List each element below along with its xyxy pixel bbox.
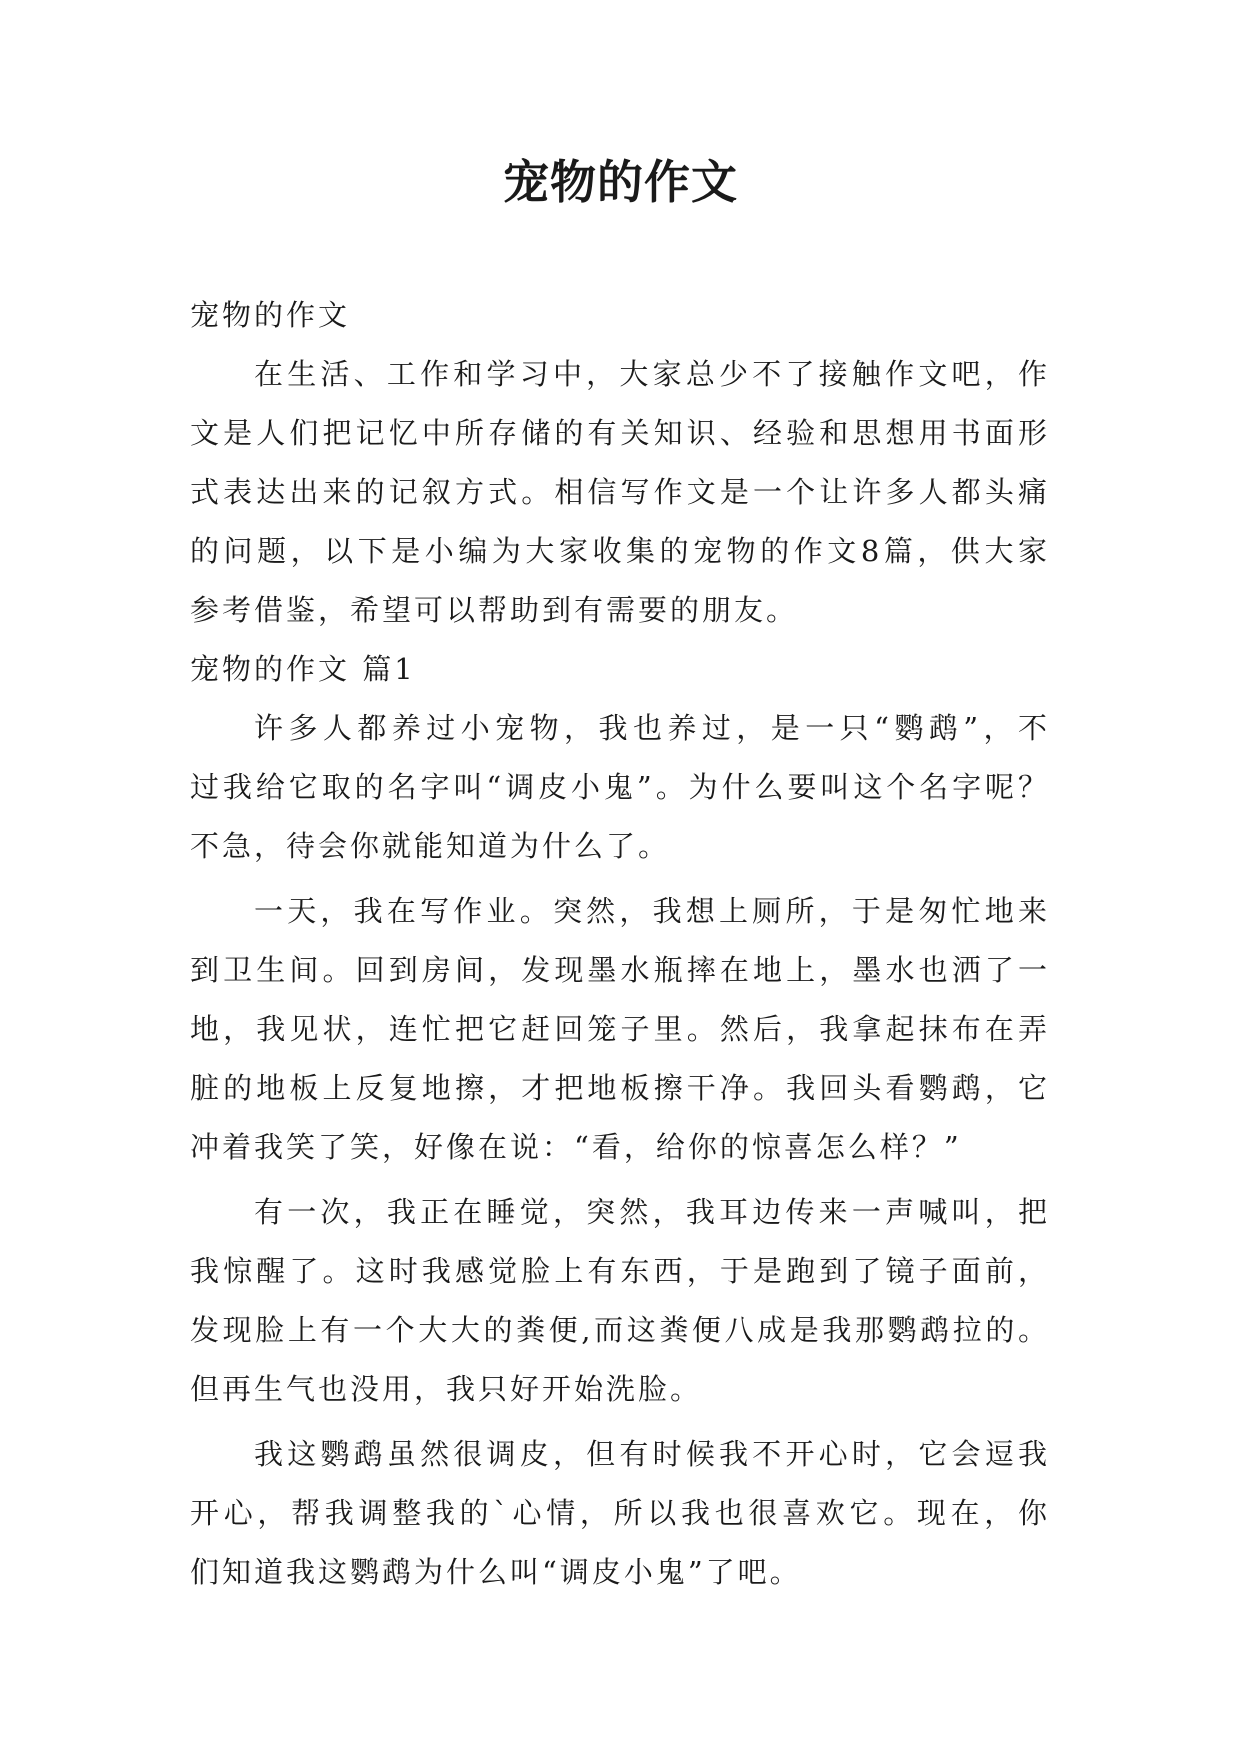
document-body: [190, 286, 1050, 1602]
paragraph-line: 们知道我这鹦鹉为什么叫“调皮小鬼”了吧。: [190, 1555, 802, 1589]
intro-line: 在生活、工作和学习中，大家总少不了接触作文吧，作: [254, 357, 1050, 391]
document-title: 宠物的作文: [503, 155, 738, 209]
paragraph: [190, 1183, 1050, 1419]
paragraph-line: 到卫生间。回到房间，发现墨水瓶摔在地上，墨水也洒了一: [190, 953, 1050, 987]
intro-line: 文是人们把记忆中所存储的有关知识、经验和思想用书面形: [190, 416, 1050, 450]
intro-line: 参考借鉴，希望可以帮助到有需要的朋友。: [190, 593, 799, 627]
intro-paragraph: [190, 345, 1050, 640]
paragraph-line: 开心，帮我调整我的`心情，所以我也很喜欢它。现在，你: [190, 1496, 1050, 1530]
paragraph-line: 一天，我在写作业。突然，我想上厕所，于是匆忙地来: [254, 894, 1050, 928]
paragraph-line: 有一次，我正在睡觉，突然，我耳边传来一声喊叫，把: [254, 1195, 1050, 1229]
paragraph-line: 我惊醒了。这时我感觉脸上有东西，于是跑到了镜子面前，: [190, 1254, 1050, 1288]
paragraph: [190, 882, 1050, 1177]
intro-line: 式表达出来的记叙方式。相信写作文是一个让许多人都头痛: [190, 475, 1050, 509]
section-heading: 宠物的作文 篇1: [190, 652, 416, 686]
paragraph: [190, 1425, 1050, 1602]
document-subtitle: 宠物的作文: [190, 298, 351, 332]
paragraph-line: 地，我见状，连忙把它赶回笼子里。然后，我拿起抹布在弄: [190, 1012, 1050, 1046]
paragraph-line: 发现脸上有一个大大的粪便,而这粪便八成是我那鹦鹉拉的。: [190, 1313, 1050, 1347]
intro-line: 的问题，以下是小编为大家收集的宠物的作文8篇，供大家: [190, 534, 1050, 568]
paragraph-line: 脏的地板上反复地擦，才把地板擦干净。我回头看鹦鹉，它: [190, 1071, 1050, 1105]
paragraph: [190, 699, 1050, 876]
paragraph-line: 不急，待会你就能知道为什么了。: [190, 829, 671, 863]
paragraph-line: 冲着我笑了笑，好像在说：“看，给你的惊喜怎么样？”: [190, 1130, 962, 1164]
paragraph-line: 过我给它取的名字叫“调皮小鬼”。为什么要叫这个名字呢？: [190, 770, 1050, 804]
paragraph-line: 许多人都养过小宠物，我也养过，是一只“鹦鹉”，不: [254, 711, 1050, 745]
paragraph-line: 我这鹦鹉虽然很调皮，但有时候我不开心时，它会逗我: [254, 1437, 1050, 1471]
paragraph-line: 但再生气也没用，我只好开始洗脸。: [190, 1372, 703, 1406]
